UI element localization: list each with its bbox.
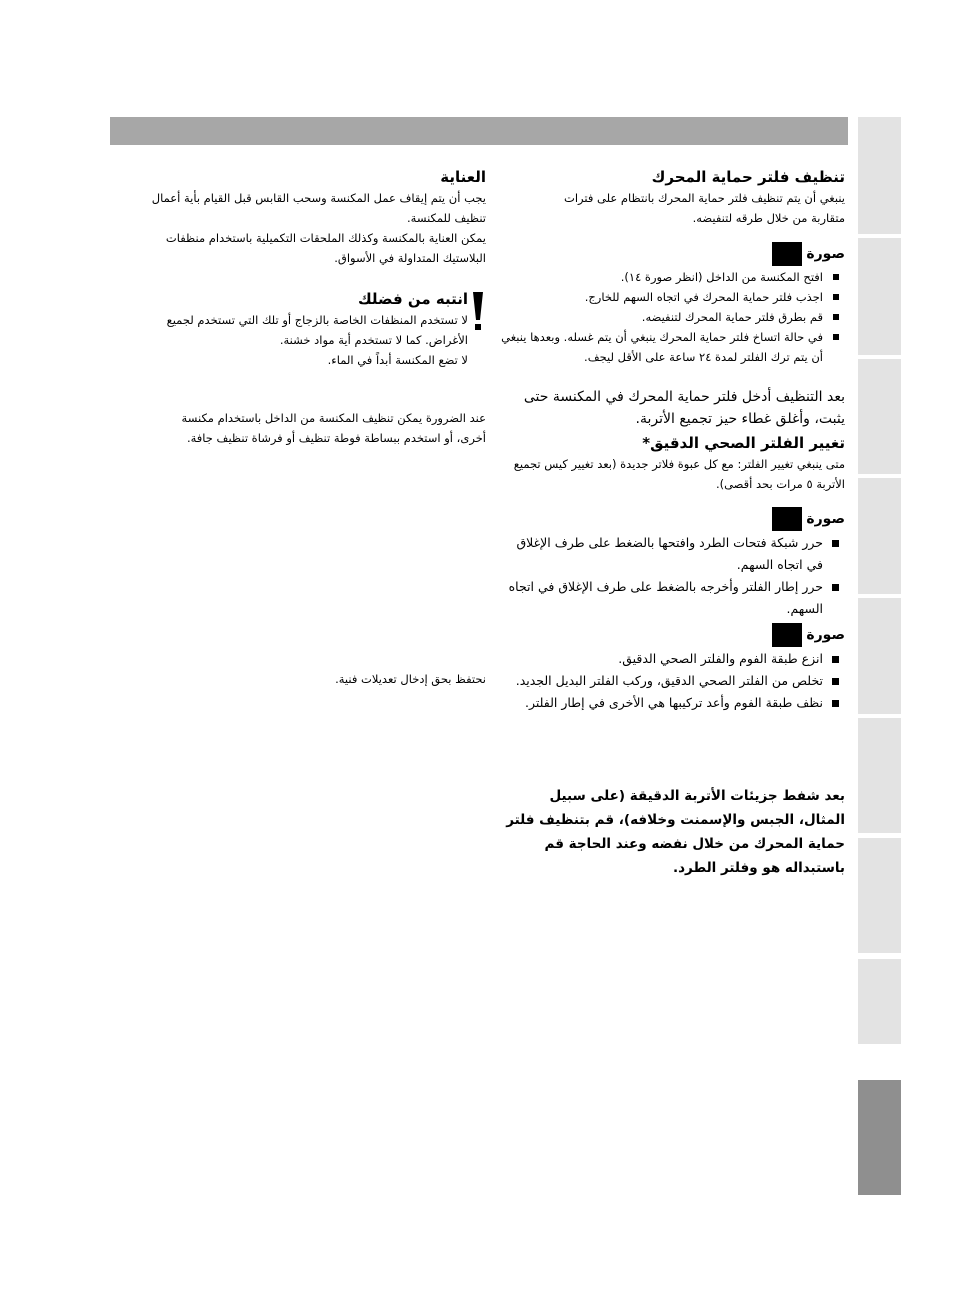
list-item: نظف طبقة الفوم وأعد تركيبها هي الأخرى في إطار الفلتر.	[500, 692, 845, 714]
side-tab-8[interactable]	[858, 959, 901, 1044]
warning-exclamation-icon	[470, 292, 486, 332]
fine-filter-section	[500, 432, 845, 494]
list-item: في حالة اتساخ فلتر حماية المحرك ينبغي أن يتم غسله. وبعدها ينبغي أن يتم ترك الفلتر لمدة ٢٤ ساعة على الأقل ليجف.	[500, 327, 845, 367]
after-clean-block	[500, 386, 845, 430]
figure-1-block	[500, 241, 845, 367]
figure-2-block	[500, 506, 845, 620]
bold-note: بعد شفط جزيئات الأتربة الدقيقة (على سبيل المثال، الجبس والإسمنت وخلافه)، قم بتنظيف فلتر حماية المحرك من خلال نفضه وعند الحاجة قم باستبداله هو وفلتر الطرد.	[506, 788, 845, 876]
inside-cleaning-block	[150, 408, 486, 448]
inside-cleaning-text: عند الضرورة يمكن تنظيف المكنسة من الداخل باستخدام مكنسة أخرى، أو استخدم ببساطة فوطة تنظيف أو فرشاة تنظيف جافة.	[181, 411, 486, 445]
list-item: حرر شبكة فتحات الطرد وافتحها بالضغط على طرف الإغلاق في اتجاه السهم.	[500, 532, 845, 576]
section-title: العناية	[440, 168, 486, 186]
list-item: اجذب فلتر حماية المحرك في اتجاه السهم للخارج.	[500, 287, 845, 307]
intro-line-1: ينبغي أن يتم تنظيف فلتر حماية المحرك بانتظام على فترات	[564, 191, 845, 205]
figure-number-box	[772, 242, 802, 266]
side-tab-5[interactable]	[858, 598, 901, 714]
motor-filter-section	[500, 166, 845, 228]
fine-dust-note	[500, 784, 845, 880]
side-tab-2[interactable]	[858, 238, 901, 355]
care-text-1: يجب أن يتم إيقاف عمل المكنسة وسحب القابس قبل القيام بأية أعمال تنظيف للمكنسة.	[151, 191, 486, 225]
care-text-2: يمكن العناية بالمكنسة وكذلك الملحقات التكميلية باستخدام منظفات البلاستيك المتداولة في الأسواق.	[165, 231, 486, 265]
list-item: حرر إطار الفلتر وأخرجه بالضغط على طرف الإغلاق في اتجاه السهم.	[500, 576, 845, 620]
header-bar	[110, 117, 848, 145]
side-tab-1[interactable]	[858, 117, 901, 234]
list-item: قم بطرق فلتر حماية المحرك لتنفيضه.	[500, 307, 845, 327]
intro-line-2: متقاربة من خلال طرقه لتنفيضه.	[692, 211, 845, 225]
warning-text-2: لا تضع المكنسة أبداً في الماء.	[327, 353, 468, 367]
figure-3-block	[500, 622, 845, 714]
figure-label: صورة	[806, 627, 845, 643]
side-tab-3[interactable]	[858, 359, 901, 474]
warning-title: انتبه من فضلك	[357, 290, 468, 308]
figure-label: صورة	[806, 511, 845, 527]
side-tab-6[interactable]	[858, 718, 901, 833]
figure-number-box	[772, 507, 802, 531]
figure-label: صورة	[806, 246, 845, 262]
side-tab-7[interactable]	[858, 838, 901, 953]
list-item: افتح المكنسة من الداخل (انظر صورة ١٤).	[500, 267, 845, 287]
warning-text-1: لا تستخدم المنظفات الخاصة بالزجاج أو تلك التي تستخدم لجميع الأغراض. كما لا تستخدم أية مواد خشنة.	[166, 313, 468, 347]
side-tab-4[interactable]	[858, 478, 901, 594]
after-clean-text: بعد التنظيف أدخل فلتر حماية المحرك في المكنسة حتى يثبت، وأغلق غطاء حيز تجميع الأتربة.	[523, 389, 845, 427]
list-item: انزع طبقة الفوم والفلتر الصحي الدقيق.	[500, 648, 845, 670]
care-section	[150, 166, 486, 268]
rights-block	[150, 669, 486, 689]
figure-number-box	[772, 623, 802, 647]
change-text: متى ينبغي تغيير الفلتر: مع كل عبوة فلاتر جديدة (بعد تغيير كيس تجميع الأتربة ٥ مرات بحد أقصى).	[513, 457, 845, 491]
section-title: تنظيف فلتر حماية المحرك	[651, 168, 845, 186]
list-item: تخلص من الفلتر الصحي الدقيق، وركب الفلتر البديل الجديد.	[500, 670, 845, 692]
side-tab-active[interactable]	[858, 1080, 901, 1195]
warning-section	[150, 288, 468, 370]
technical-changes-note: نحتفظ بحق إدخال تعديلات فنية.	[335, 672, 486, 686]
section-title: تغيير الفلتر الصحي الدقيق*	[642, 434, 845, 452]
